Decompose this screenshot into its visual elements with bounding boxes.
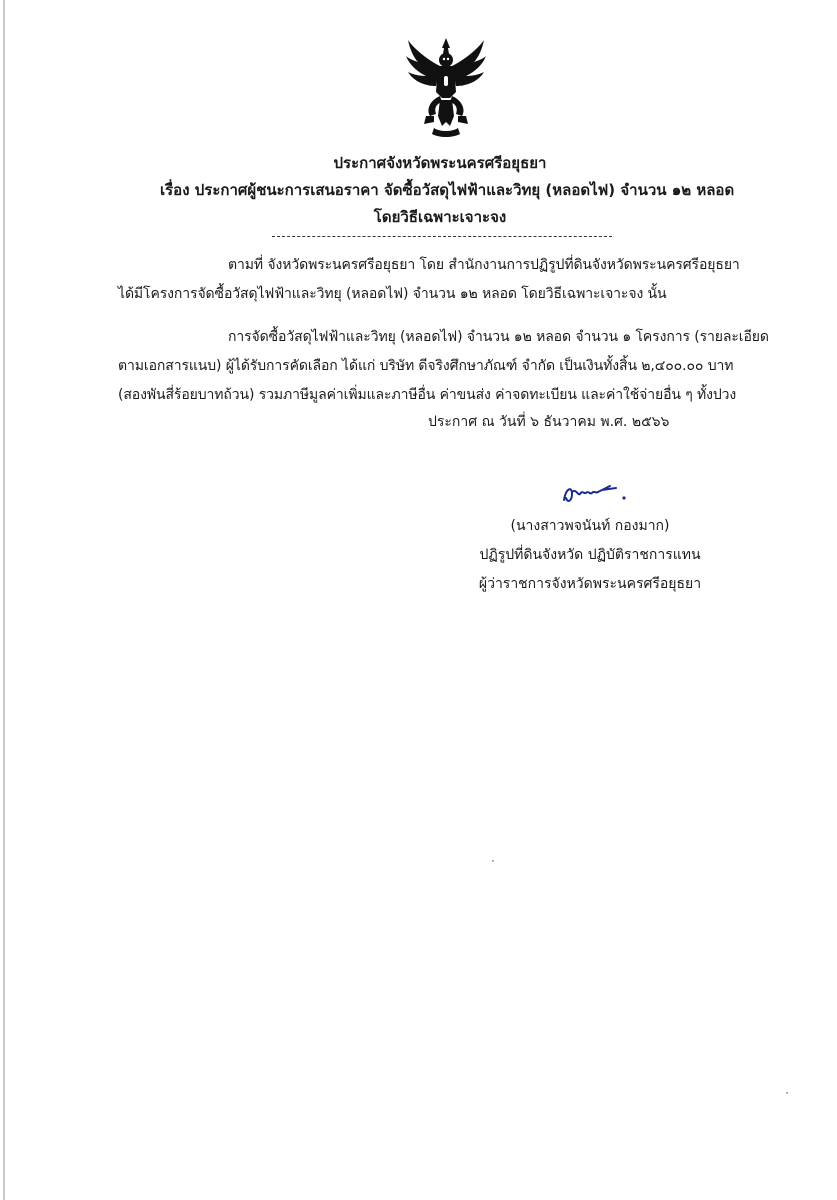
garuda-emblem-icon bbox=[404, 36, 488, 140]
signer-name: (นางสาวพจนันท์ กองมาก) bbox=[510, 518, 670, 534]
signer-block bbox=[440, 512, 740, 599]
paragraph-2-line-2: ตามเอกสารแนบ) ผู้ได้รับการคัดเลือก ได้แก่ บริษัท ดีจริงศึกษาภัณฑ์ จำกัด เป็นเงินทั้งสิ้น ๒,๔๐๐.๐๐ บาท bbox=[118, 358, 734, 374]
paragraph-1 bbox=[118, 251, 768, 309]
paragraph-1-line-1: ตามที่ จังหวัดพระนครศรีอยุธยา โดย สำนักงานการปฏิรูปที่ดินจังหวัดพระนครศรีอยุธยา bbox=[228, 257, 740, 273]
paragraph-2 bbox=[118, 323, 768, 410]
paragraph-2-line-3: (สองพันสี่ร้อยบาทถ้วน) รวมภาษีมูลค่าเพิ่มและภาษีอื่น ค่าขนส่ง ค่าจดทะเบียน และค่าใช้จ่ายอื่น ๆ ทั้งปวง bbox=[118, 387, 737, 403]
title-line-2: เรื่อง ประกาศผู้ชนะการเสนอราคา จัดซื้อวัสดุไฟฟ้าและวิทยุ (หลอดไฟ) จำนวน ๑๒ หลอด bbox=[160, 181, 735, 199]
title-line-1: ประกาศจังหวัดพระนครศรีอยุธยา bbox=[333, 154, 547, 172]
document-title bbox=[160, 150, 735, 231]
scan-speck bbox=[492, 860, 494, 862]
handwritten-signature bbox=[558, 478, 638, 510]
title-line-3: โดยวิธีเฉพาะเจาะจง bbox=[373, 208, 507, 226]
paragraph-2-line-1: การจัดซื้อวัสดุไฟฟ้าและวิทยุ (หลอดไฟ) จำนวน ๑๒ หลอด จำนวน ๑ โครงการ (รายละเอียด bbox=[228, 329, 769, 345]
signer-position-1: ปฏิรูปที่ดินจังหวัด ปฏิบัติราชการแทน bbox=[479, 547, 701, 563]
signer-position-2: ผู้ว่าราชการจังหวัดพระนครศรีอยุธยา bbox=[478, 576, 702, 592]
paragraph-1-line-2: ได้มีโครงการจัดซื้อวัสดุไฟฟ้าและวิทยุ (หลอดไฟ) จำนวน ๑๒ หลอด โดยวิธีเฉพาะเจาะจง นั้น bbox=[118, 286, 667, 302]
scan-speck bbox=[786, 1092, 788, 1094]
announcement-date: ประกาศ ณ วันที่ ๖ ธันวาคม พ.ศ. ๒๕๖๖ bbox=[428, 414, 670, 430]
title-divider bbox=[272, 236, 612, 237]
